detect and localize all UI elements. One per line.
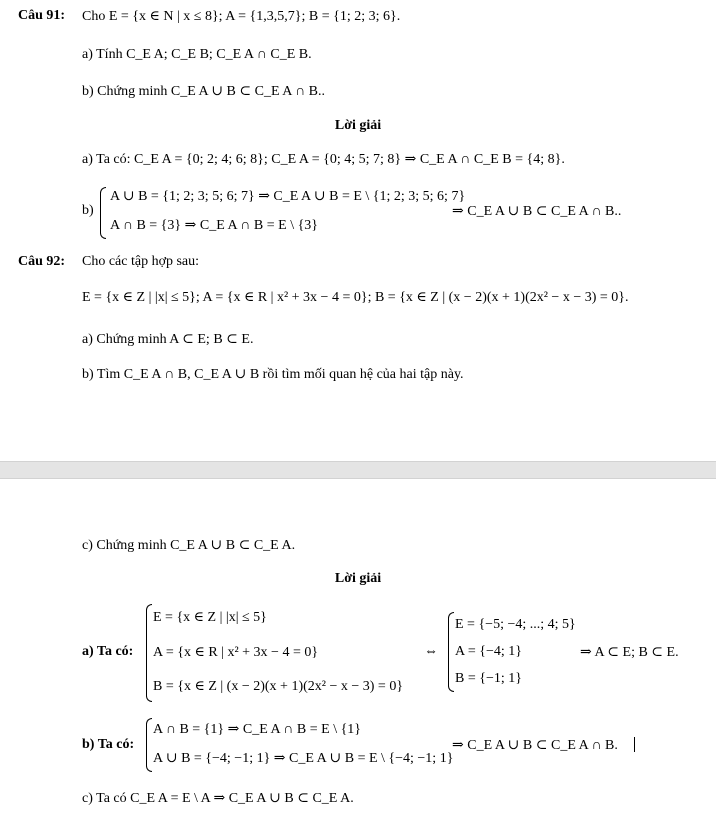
question-91-part-a: a) Tính C_E A; C_E B; C_E A ∩ C_E B.	[82, 47, 312, 62]
solution-92-part-a-label: a) Ta có:	[82, 644, 134, 659]
question-92-statement: Cho các tập hợp sau:	[82, 254, 200, 269]
solution-92-part-a-conclusion: ⇒ A ⊂ E; B ⊂ E.	[580, 645, 679, 660]
left-brace	[100, 187, 106, 239]
question-91-part-b: b) Chứng minh C_E A ∪ B ⊂ C_E A ∩ B..	[82, 84, 326, 99]
left-brace	[146, 718, 152, 772]
question-92-sets: E = {x ∈ Z | |x| ≤ 5}; A = {x ∈ R | x² + 3x − 4 = 0}; B = {x ∈ Z | (x − 2)(x + 1)(2x² − x − 3) = 0}.	[82, 290, 629, 305]
solution-91-part-b-conclusion: ⇒ C_E A ∪ B ⊂ C_E A ∩ B..	[452, 204, 622, 219]
solution-92-part-b-conclusion: ⇒ C_E A ∪ B ⊂ C_E A ∩ B.	[452, 738, 618, 753]
solution-heading-92: Lời giải	[334, 571, 382, 586]
solution-92-part-b-label: b) Ta có:	[82, 737, 135, 752]
question-92-part-c: c) Chứng minh C_E A ∪ B ⊂ C_E A.	[82, 538, 296, 553]
text-cursor	[634, 737, 635, 752]
question-92-part-a: a) Chứng minh A ⊂ E; B ⊂ E.	[82, 332, 254, 347]
result-line: E = {−5; −4; ...; 4; 5}	[455, 617, 576, 632]
equivalence-sign: ⇔	[424, 644, 438, 659]
solution-92-part-c: c) Ta có C_E A = E \ A ⇒ C_E A ∪ B ⊂ C_E A.	[82, 791, 354, 806]
solution-heading-91: Lời giải	[334, 118, 382, 133]
solution-91-part-b-line-1: A ∪ B = {1; 2; 3; 5; 6; 7} ⇒ C_E A ∪ B = E \ {1; 2; 3; 5; 6; 7}	[110, 189, 466, 204]
question-92-part-b: b) Tìm C_E A ∩ B, C_E A ∪ B rồi tìm mối quan hệ của hai tập này.	[82, 367, 464, 382]
result-line: A = {−4; 1}	[455, 644, 522, 659]
page-break	[0, 461, 716, 479]
left-brace	[146, 604, 152, 702]
question-91-label: Câu 91:	[18, 8, 66, 23]
solution-91-part-b-line-2: A ∩ B = {3} ⇒ C_E A ∩ B = E \ {3}	[110, 218, 319, 233]
system-line: A ∩ B = {1} ⇒ C_E A ∩ B = E \ {1}	[153, 722, 362, 737]
question-92-label: Câu 92:	[18, 254, 66, 269]
solution-91-part-a: a) Ta có: C_E A = {0; 2; 4; 6; 8}; C_E A = {0; 4; 5; 7; 8} ⇒ C_E A ∩ C_E B = {4; 8}.	[82, 152, 565, 167]
system-line: B = {x ∈ Z | (x − 2)(x + 1)(2x² − x − 3) = 0}	[153, 679, 404, 694]
system-line: A ∪ B = {−4; −1; 1} ⇒ C_E A ∪ B = E \ {−4; −1; 1}	[153, 751, 454, 766]
question-91-statement: Cho E = {x ∈ N | x ≤ 8}; A = {1,3,5,7}; B = {1; 2; 3; 6}.	[82, 9, 401, 24]
result-line: B = {−1; 1}	[455, 671, 522, 686]
system-line: A = {x ∈ R | x² + 3x − 4 = 0}	[153, 645, 319, 660]
left-brace	[448, 612, 454, 692]
system-line: E = {x ∈ Z | |x| ≤ 5}	[153, 610, 267, 625]
solution-91-part-b-label: b)	[82, 203, 94, 218]
